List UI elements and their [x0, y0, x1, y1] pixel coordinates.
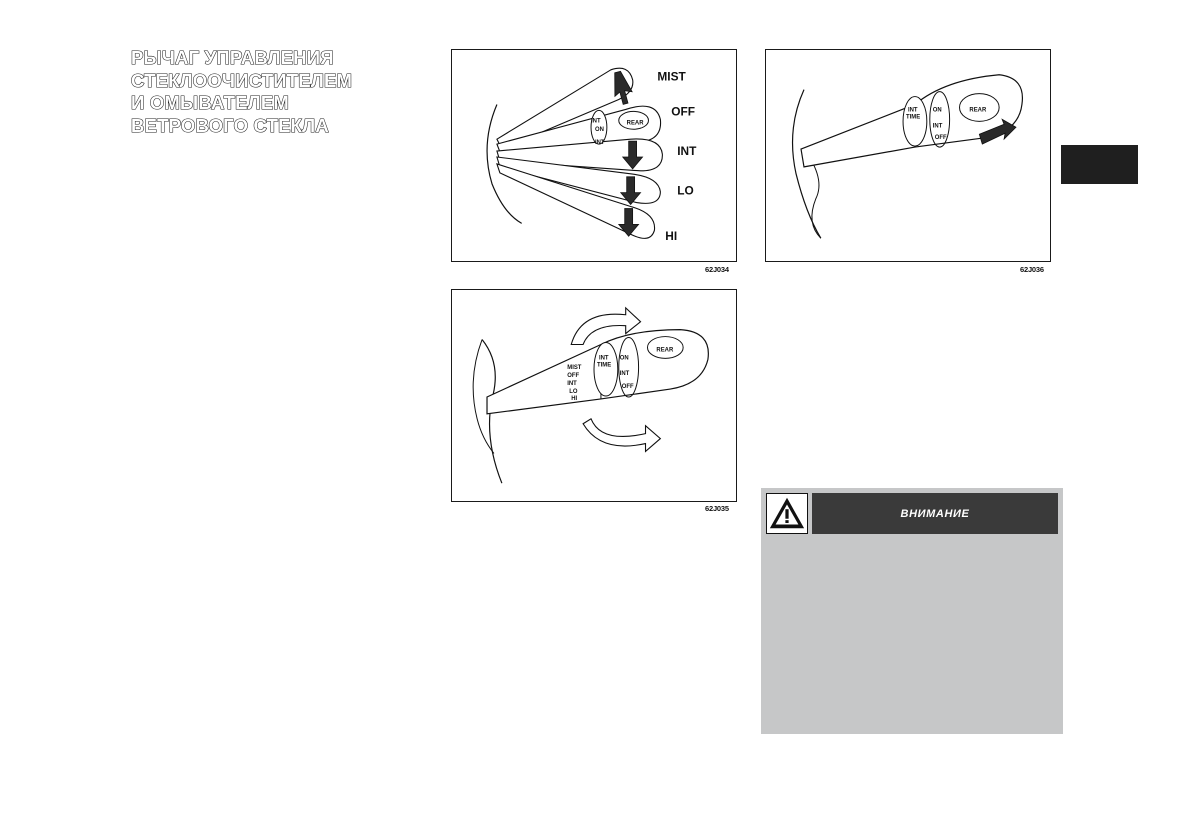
title-line-3: И ОМЫВАТЕЛЕМ — [131, 92, 289, 113]
svg-text:REAR: REAR — [626, 120, 644, 127]
svg-text:REAR: REAR — [656, 347, 674, 354]
svg-text:OFF: OFF — [567, 373, 580, 380]
rear-button-illustration — [766, 50, 1050, 261]
svg-text:TIME: TIME — [596, 362, 612, 369]
figure-code-62j035: 62J035 — [705, 504, 729, 513]
svg-text:OFF: OFF — [934, 135, 947, 142]
svg-text:TIME: TIME — [906, 114, 921, 121]
svg-text:ON: ON — [932, 107, 942, 114]
svg-text:INT: INT — [591, 118, 601, 125]
title-line-2: СТЕКЛООЧИСТИТЕЛЕМ — [131, 69, 353, 91]
svg-text:MIST: MIST — [567, 365, 582, 372]
warning-box — [761, 488, 1063, 734]
position-label-int: INT — [677, 144, 697, 159]
svg-text:INT: INT — [908, 107, 918, 114]
svg-text:INT: INT — [594, 140, 605, 147]
warning-title: ВНИМАНИЕ — [812, 493, 1058, 534]
svg-text:LO: LO — [569, 389, 578, 396]
ring-rotation-illustration — [452, 290, 736, 501]
figure-wiper-positions — [451, 49, 737, 262]
svg-text:INT: INT — [598, 355, 609, 362]
wiper-positions-illustration — [452, 50, 736, 261]
svg-text:HI: HI — [571, 395, 578, 402]
svg-text:INT: INT — [619, 371, 630, 378]
title-line-4: ВЕТРОВОГО СТЕКЛА — [131, 114, 329, 136]
svg-text:INT: INT — [932, 123, 943, 130]
position-label-off: OFF — [671, 104, 696, 119]
svg-text:ON: ON — [594, 127, 604, 134]
position-label-mist: MIST — [657, 69, 686, 84]
position-label-hi: HI — [665, 229, 678, 244]
figure-ring-rotation — [451, 289, 737, 502]
svg-text:INT: INT — [567, 381, 577, 388]
svg-text:OFF: OFF — [621, 384, 634, 391]
page-title — [131, 47, 352, 137]
figure-rear-button — [765, 49, 1051, 262]
warning-triangle-icon — [766, 493, 808, 534]
section-tab — [1061, 145, 1138, 184]
figure-code-62j036: 62J036 — [1020, 265, 1044, 274]
figure-code-62j034: 62J034 — [705, 265, 729, 274]
position-label-lo: LO — [677, 183, 694, 198]
svg-text:REAR: REAR — [969, 107, 987, 114]
svg-text:ON: ON — [619, 355, 629, 362]
title-line-1: РЫЧАГ УПРАВЛЕНИЯ — [131, 47, 334, 68]
